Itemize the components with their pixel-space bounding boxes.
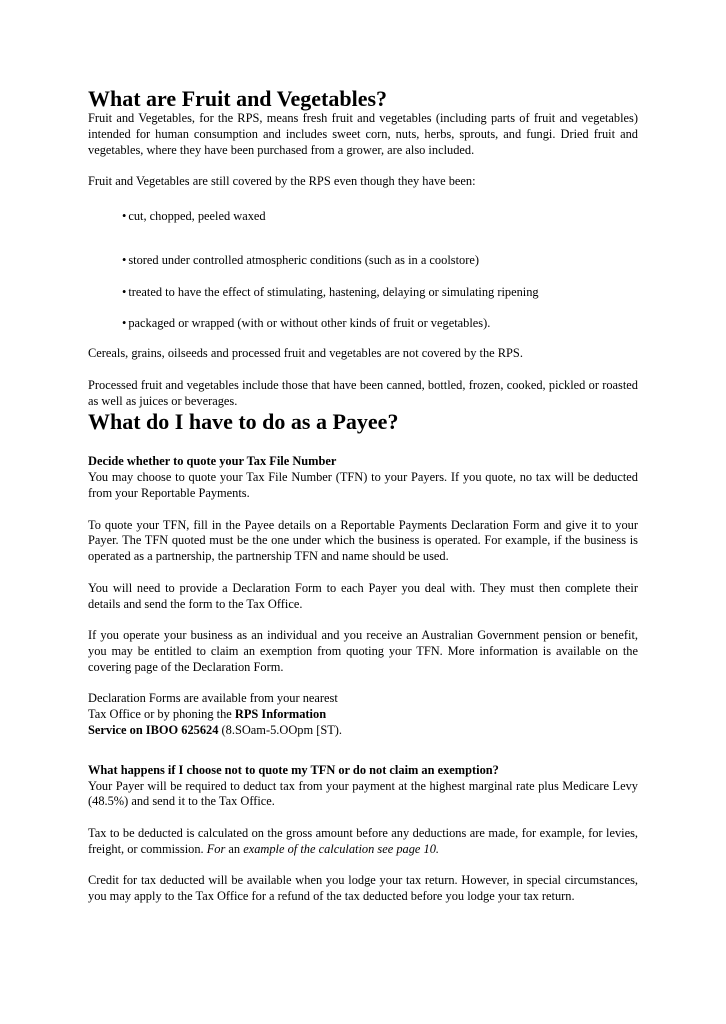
calculation-an: an bbox=[225, 841, 244, 856]
bullet-item: • cut, chopped, peeled waxed bbox=[122, 209, 638, 225]
rps-information-label: RPS Information bbox=[234, 707, 327, 722]
credit-paragraph: Credit for tax deducted will be available when you lodge your tax return. However, in special circumstances, you may apply to the Tax Office for a refund of the tax deducted before you lodge your tax return. bbox=[88, 873, 638, 904]
section-heading-fruit-vegetables: What are Fruit and Vegetables? bbox=[88, 86, 388, 111]
forms-line-1: Declaration Forms are available from your nearest bbox=[88, 691, 338, 706]
exemption-paragraph: If you operate your business as an individual and you receive an Australian Government pension or benefit, you may be entitled to claim an exemption from quoting your TFN. More information is available on the covering page of the Declaration Form. bbox=[88, 628, 638, 674]
calculation-italic-for: For bbox=[206, 841, 226, 856]
forms-line-2: Tax Office or by phoning the bbox=[88, 707, 235, 722]
calculation-text: Tax to be deducted is calculated on the gross amount before any deductions are made, for example, for levies, freight, or commission. bbox=[88, 825, 638, 856]
calculation-page-reference: example of the calculation see page 10. bbox=[243, 841, 440, 856]
document-page bbox=[88, 86, 638, 905]
deduction-paragraph: Your Payer will be required to deduct tax from your payment at the highest marginal rate plus Medicare Levy (48.5%) and send it to the Tax Office. bbox=[88, 778, 638, 809]
coverage-bullet-list bbox=[88, 209, 638, 332]
declaration-form-paragraph: You will need to provide a Declaration Form to each Payer you deal with. They must then complete their details and send the form to the Tax Office. bbox=[88, 580, 638, 611]
how-to-quote-paragraph: To quote your TFN, fill in the Payee details on a Reportable Payments Declaration Form and give it to your Payer. The TFN quoted must be the one under which the business is operated. For example, if the business is operated as a partnership, the partnership TFN and name should be used. bbox=[88, 517, 638, 564]
rps-hours: (8.SOam-5.OOpm [ST). bbox=[218, 722, 343, 737]
bullet-item: • stored under controlled atmospheric conditions (such as in a coolstore) bbox=[122, 253, 638, 269]
subheading-not-quote: What happens if I choose not to quote my TFN or do not claim an exemption? bbox=[88, 762, 499, 777]
not-covered-paragraph: Cereals, grains, oilseeds and processed fruit and vegetables are not covered by the RPS. bbox=[88, 346, 523, 361]
rps-phone-number: Service on IBOO 625624 bbox=[88, 722, 219, 737]
bullet-item: • packaged or wrapped (with or without other kinds of fruit or vegetables). bbox=[122, 316, 638, 332]
quote-tfn-paragraph: You may choose to quote your Tax File Number (TFN) to your Payers. If you quote, no tax will be deducted from your Reportable Payments. bbox=[88, 470, 638, 500]
forms-availability-paragraph bbox=[88, 691, 638, 738]
bullet-item: • treated to have the effect of stimulating, hastening, delaying or simulating ripening bbox=[122, 285, 638, 301]
coverage-intro-paragraph: Fruit and Vegetables are still covered by the RPS even though they have been: bbox=[88, 174, 476, 189]
section-heading-payee: What do I have to do as a Payee? bbox=[88, 409, 399, 435]
definition-paragraph: Fruit and Vegetables, for the RPS, means fresh fruit and vegetables (including parts of fruit and vegetables) intended for human consumption and includes sweet corn, nuts, herbs, sprouts, and fungi. Dried fruit and vegetables, where they have been purchased from a grower, are also included. bbox=[88, 111, 638, 157]
subheading-quote-tfn: Decide whether to quote your Tax File Number bbox=[88, 454, 337, 469]
processed-paragraph: Processed fruit and vegetables include those that have been canned, bottled, frozen, cooked, pickled or roasted as well as juices or beverages. bbox=[88, 377, 638, 408]
calculation-paragraph bbox=[88, 826, 638, 858]
